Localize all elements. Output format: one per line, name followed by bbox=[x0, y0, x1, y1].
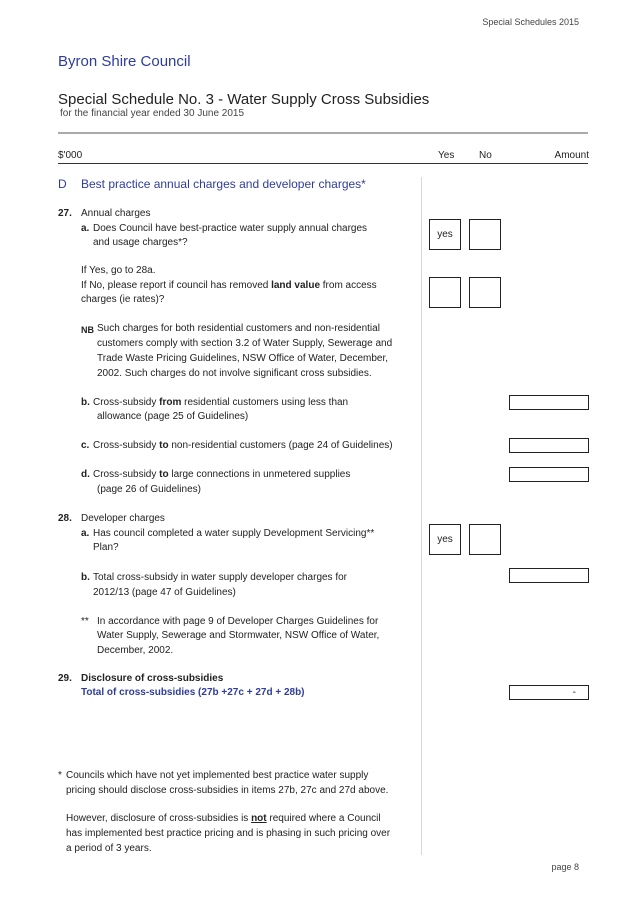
footnote-line1: Councils which have not yet implemented best practice water supply bbox=[66, 770, 369, 781]
land-value-no-box[interactable] bbox=[469, 277, 501, 308]
column-no: No bbox=[479, 150, 492, 161]
item-27a-text-line2: and usage charges*? bbox=[93, 237, 188, 248]
item-28-number: 28. bbox=[58, 513, 72, 524]
section-title: Best practice annual charges and developer charges* bbox=[81, 177, 366, 191]
column-yes: Yes bbox=[438, 150, 455, 161]
nb-label: NB bbox=[81, 325, 94, 335]
item-28a-no-box[interactable] bbox=[469, 524, 501, 555]
units-label: $'000 bbox=[58, 150, 83, 161]
item-27-if-yes: If Yes, go to 28a. bbox=[81, 265, 156, 276]
item-27c-label: c. bbox=[81, 440, 90, 451]
column-separator bbox=[421, 177, 422, 855]
item-28b-text-line1: Total cross-subsidy in water supply developer charges for bbox=[93, 572, 348, 583]
item-28b-label: b. bbox=[81, 572, 90, 583]
item-27c-amount-field[interactable] bbox=[509, 438, 589, 453]
item-27b-text-line1: Cross-subsidy from residential customers using less than bbox=[93, 397, 349, 408]
total-cross-subsidies-field[interactable]: - bbox=[509, 685, 589, 700]
period-subtitle: for the financial year ended 30 June 2015 bbox=[60, 108, 245, 119]
item-29-title: Disclosure of cross-subsidies bbox=[81, 673, 224, 684]
item-28-title: Developer charges bbox=[81, 513, 165, 524]
item-28a-label: a. bbox=[81, 528, 90, 539]
item-28-note-mark: ** bbox=[81, 616, 89, 627]
running-header: Special Schedules 2015 bbox=[482, 17, 579, 27]
item-28b-text-line2: 2012/13 (page 47 of Guidelines) bbox=[93, 587, 236, 598]
item-28-note-line2: Water Supply, Sewerage and Stormwater, NSW Office of Water, bbox=[97, 630, 380, 641]
item-27-title: Annual charges bbox=[81, 208, 151, 219]
column-header-rule bbox=[58, 163, 588, 164]
item-28a-yes-box[interactable]: yes bbox=[429, 524, 461, 555]
item-27b-label: b. bbox=[81, 397, 90, 408]
item-27d-label: d. bbox=[81, 469, 90, 480]
section-letter: D bbox=[58, 177, 67, 191]
item-27d-text-line1: Cross-subsidy to large connections in unmetered supplies bbox=[93, 469, 351, 480]
council-name: Byron Shire Council bbox=[58, 53, 191, 70]
item-29-number: 29. bbox=[58, 673, 72, 684]
item-27a-no-box[interactable] bbox=[469, 219, 501, 250]
nb-line1: Such charges for both residential customers and non-residential bbox=[97, 323, 380, 334]
item-28-note-line1: In accordance with page 9 of Developer Charges Guidelines for bbox=[97, 616, 379, 627]
item-28b-amount-field[interactable] bbox=[509, 568, 589, 583]
footnote-mark: * bbox=[58, 770, 62, 781]
item-27a-label: a. bbox=[81, 223, 90, 234]
nb-line2: customers comply with section 3.2 of Water Supply, Sewerage and bbox=[97, 338, 393, 349]
page-number: page 8 bbox=[551, 862, 579, 872]
footnote-line2: pricing should disclose cross-subsidies in items 27b, 27c and 27d above. bbox=[66, 785, 389, 796]
item-27-if-no-line2: charges (ie rates)? bbox=[81, 294, 165, 305]
header-divider bbox=[58, 132, 588, 134]
item-27a-text-line1: Does Council have best-practice water supply annual charges bbox=[93, 223, 368, 234]
item-27c-text: Cross-subsidy to non-residential customers (page 24 of Guidelines) bbox=[93, 440, 393, 451]
nb-line4: 2002. Such charges do not involve significant cross subsidies. bbox=[97, 368, 372, 379]
item-27b-text-line2: allowance (page 25 of Guidelines) bbox=[97, 411, 249, 422]
footnote-p2-line1: However, disclosure of cross-subsidies is not required where a Council bbox=[66, 813, 381, 824]
total-cross-subsidies-label: Total of cross-subsidies (27b +27c + 27d + 28b) bbox=[81, 687, 305, 698]
column-amount: Amount bbox=[554, 150, 589, 161]
item-28a-text-line2: Plan? bbox=[93, 542, 119, 553]
item-28a-text-line1: Has council completed a water supply Development Servicing** bbox=[93, 528, 375, 539]
land-value-yes-box[interactable] bbox=[429, 277, 461, 308]
nb-line3: Trade Waste Pricing Guidelines, NSW Office of Water, December, bbox=[97, 353, 389, 364]
item-27a-yes-box[interactable]: yes bbox=[429, 219, 461, 250]
item-27d-amount-field[interactable] bbox=[509, 467, 589, 482]
item-28-note-line3: December, 2002. bbox=[97, 645, 174, 656]
item-27-if-no-line1: If No, please report if council has removed land value from access bbox=[81, 280, 377, 291]
footnote-p2-line2: has implemented best practice pricing and is phasing in such pricing over bbox=[66, 828, 391, 839]
item-27b-amount-field[interactable] bbox=[509, 395, 589, 410]
item-27d-text-line2: (page 26 of Guidelines) bbox=[97, 484, 201, 495]
item-27-number: 27. bbox=[58, 208, 72, 219]
footnote-p2-line3: a period of 3 years. bbox=[66, 843, 152, 854]
schedule-title: Special Schedule No. 3 - Water Supply Cross Subsidies bbox=[58, 91, 430, 108]
